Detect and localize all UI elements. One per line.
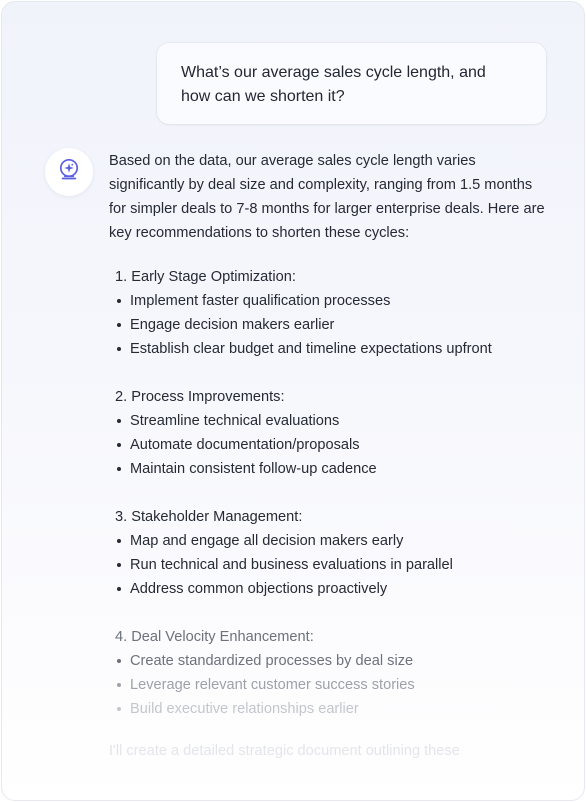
list-item: Address common objections proactively (115, 577, 549, 601)
list-item: Establish clear budget and timeline expectations upfront (115, 337, 549, 361)
list-item: Maintain consistent follow-up cadence (115, 457, 549, 481)
assistant-avatar (45, 148, 93, 196)
section-title: 4. Deal Velocity Enhancement: (115, 629, 314, 645)
recommendation-section-3 (109, 505, 549, 601)
reply-intro: Based on the data, our average sales cycle length varies significantly by deal size and complexity, ranging from 1.5 months for simpler deals to 7-8 months for larger enterprise deals. Here are key recommendations to shorten these cycles: (109, 153, 545, 241)
list-item: Run technical and business evaluations in parallel (115, 553, 549, 577)
list-item: Engage decision makers earlier (115, 313, 549, 337)
recommendation-section-1 (109, 265, 549, 361)
user-message-bubble (157, 43, 546, 124)
recommendation-section-2 (109, 385, 549, 481)
section-title: 3. Stakeholder Management: (115, 509, 303, 525)
list-item: Map and engage all decision makers early (115, 529, 549, 553)
reply-trailing-text: I'll create a detailed strategic document outlining these (109, 743, 460, 759)
section-title: 2. Process Improvements: (115, 389, 285, 405)
user-message-line-1: What’s our average sales cycle length, and (181, 64, 486, 81)
list-item: Build executive relationships earlier (115, 697, 549, 721)
list-item: Create standardized processes by deal size (115, 649, 549, 673)
assistant-reply (109, 149, 549, 763)
list-item: Leverage relevant customer success stories (115, 673, 549, 697)
list-item: Automate documentation/proposals (115, 433, 549, 457)
chat-panel (1, 1, 585, 801)
recommendation-section-4 (109, 625, 549, 721)
user-message-line-2: how can we shorten it? (181, 88, 345, 105)
list-item: Streamline technical evaluations (115, 409, 549, 433)
list-item: Implement faster qualification processes (115, 289, 549, 313)
sparkle-orb-icon (56, 157, 82, 188)
section-title: 1. Early Stage Optimization: (115, 269, 296, 285)
